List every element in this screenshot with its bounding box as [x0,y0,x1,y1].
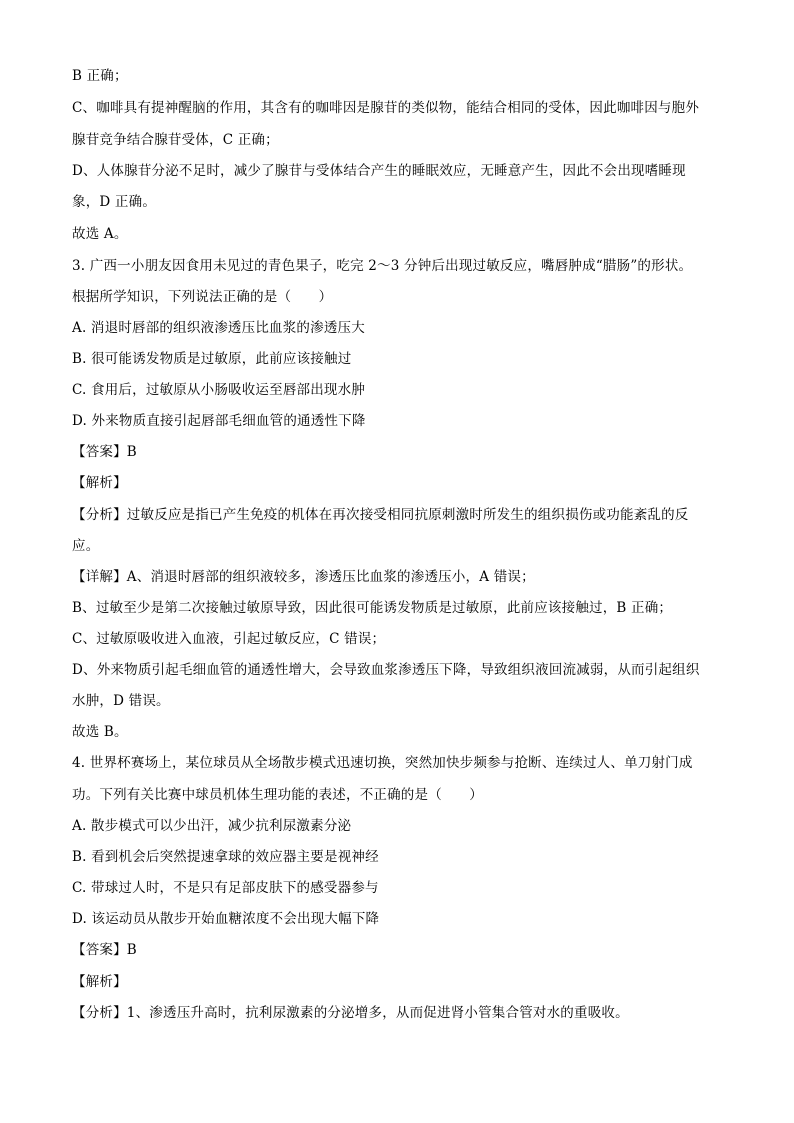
text-line: B 正确； [72,68,128,84]
question-3-option-c: C. 食用后，过敏原从小肠吸收运至唇部出现水肿 [72,382,366,398]
question-4-option-c: C. 带球过人时，不是只有足部皮肤下的感受器参与 [72,880,379,896]
question-4-option-d: D. 该运动员从散步开始血糖浓度不会出现大幅下降 [72,911,380,927]
analysis-text: 【分析】1、渗透压升高时，抗利尿激素的分泌增多，从而促进肾小管集合管对水的重吸收。 [72,1005,629,1021]
question-4-option-b: B. 看到机会后突然提速拿球的效应器主要是视神经 [72,849,379,865]
text-line: 故选 A。 [72,226,128,242]
question-3-option-a: A. 消退时唇部的组织液渗透压比血浆的渗透压大 [72,320,365,336]
question-4-stem: 功。下列有关比赛中球员机体生理功能的表述，不正确的是（ ） [72,787,483,803]
answer-label: 【答案】B [72,942,137,958]
question-3-option-b: B. 很可能诱发物质是过敏原，此前应该接触过 [72,351,352,367]
analysis-text: 【分析】过敏反应是指已产生免疫的机体在再次接受相同抗原刺激时所发生的组织损伤或功能紊乱的反 [72,507,689,523]
detail-text: C、过敏原吸收进入血液，引起过敏反应，C 错误； [72,631,386,647]
analysis-label: 【解析】 [72,974,127,990]
question-3-stem: 3. 广西一小朋友因食用未见过的青色果子，吃完 2～3 分钟后出现过敏反应，嘴唇肿成“腊肠”的形状。 [72,258,693,274]
detail-text: B、过敏至少是第二次接触过敏原导致，因此很可能诱发物质是过敏原，此前应该接触过，B 正确； [72,600,673,616]
text-line: 腺苷竞争结合腺苷受体，C 正确； [72,132,279,148]
analysis-label: 【解析】 [72,475,127,491]
detail-text: 【详解】A、消退时唇部的组织液较多，渗透压比血浆的渗透压小，A 错误； [72,569,535,585]
text-line: C、咖啡具有提神醒脑的作用，其含有的咖啡因是腺苷的类似物，能结合相同的受体，因此咖啡因与胞外 [72,100,700,116]
detail-text: D、外来物质引起毛细血管的通透性增大，会导致血浆渗透压下降，导致组织液回流减弱，从而引起组织 [72,662,700,678]
analysis-text: 应。 [72,538,100,554]
text-line: 象，D 正确。 [72,194,157,210]
text-line: 故选 B。 [72,724,128,740]
question-4-option-a: A. 散步模式可以少出汗，减少抗利尿激素分泌 [72,818,352,834]
question-3-stem: 根据所学知识，下列说法正确的是（ ） [72,289,333,305]
text-line: D、人体腺苷分泌不足时，减少了腺苷与受体结合产生的睡眠效应，无睡意产生，因此不会出现嗜睡现 [72,163,686,179]
question-4-stem: 4. 世界杯赛场上，某位球员从全场散步模式迅速切换，突然加快步频参与抢断、连续过人、单刀射门成 [72,755,693,771]
question-3-option-d: D. 外来物质直接引起唇部毛细血管的通透性下降 [72,413,366,429]
detail-text: 水肿，D 错误。 [72,693,170,709]
answer-label: 【答案】B [72,444,137,460]
